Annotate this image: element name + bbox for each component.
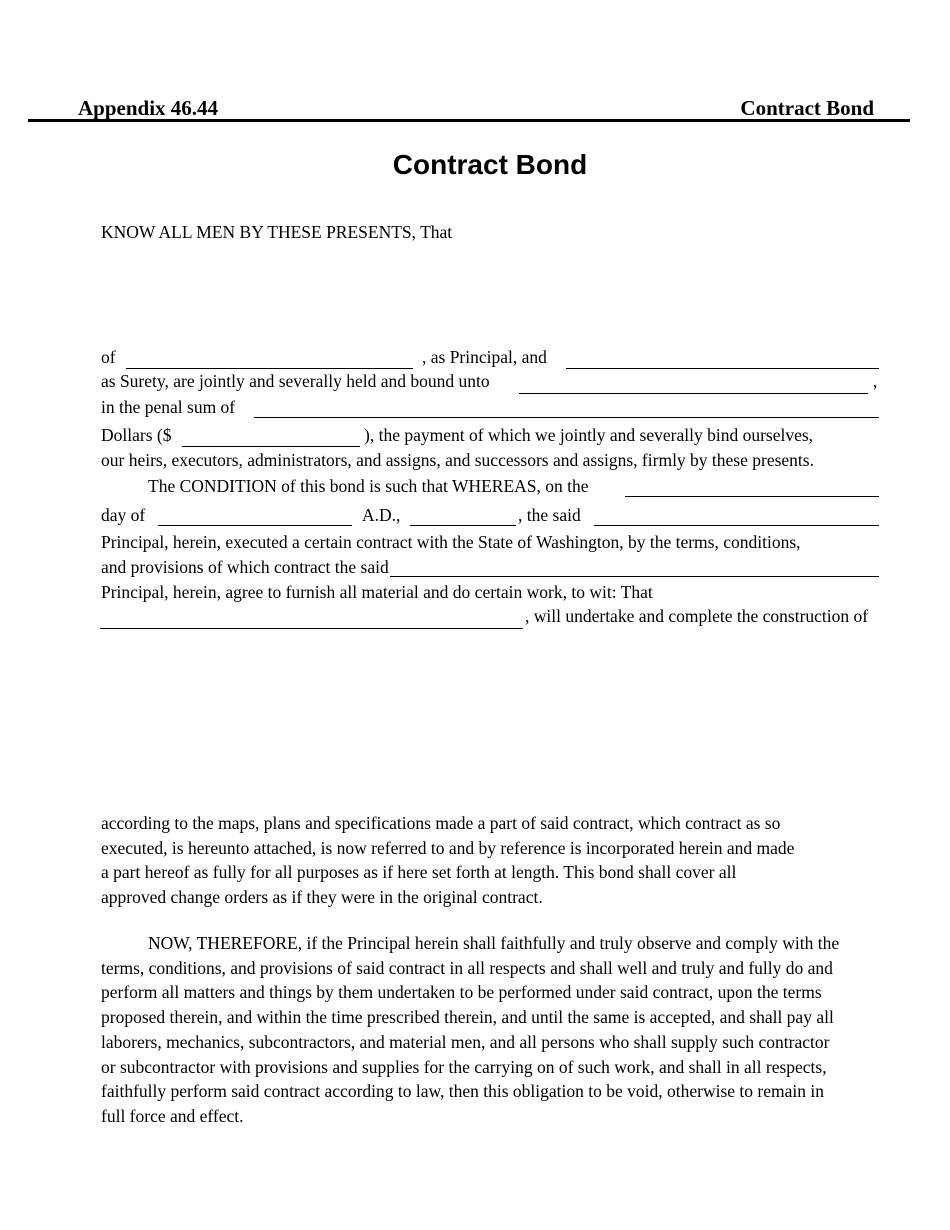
- provisions-text: and provisions of which contract the said: [101, 557, 389, 577]
- as-principal-label: , as Principal, and: [422, 347, 547, 367]
- intro-text: KNOW ALL MEN BY THESE PRESENTS, That: [101, 222, 453, 242]
- agree-text: Principal, herein, agree to furnish all material and do certain work, to wit: That: [101, 582, 653, 602]
- maps-line: a part hereof as fully for all purposes as if here set forth at length. This bond shall cover all: [101, 862, 737, 883]
- now-therefore-line: full force and effect.: [101, 1105, 244, 1126]
- penal-sum-amount-field[interactable]: [182, 446, 360, 447]
- surety-name-field[interactable]: [566, 368, 879, 369]
- obligee-field[interactable]: [519, 393, 868, 394]
- day-of-label: day of: [101, 505, 146, 525]
- month-field[interactable]: [158, 525, 352, 526]
- maps-line: approved change orders as if they were in the original contract.: [101, 887, 543, 908]
- now-therefore-line: NOW, THEREFORE, if the Principal herein shall faithfully and truly observe and comply with the: [148, 933, 840, 953]
- condition-date-field[interactable]: [625, 496, 879, 497]
- undertake-text: , will undertake and complete the construction of: [525, 606, 869, 626]
- year-field[interactable]: [410, 525, 516, 526]
- maps-paragraph: [101, 811, 901, 910]
- the-said-label: , the said: [518, 505, 581, 525]
- now-therefore-paragraph: [101, 931, 901, 1129]
- principal-name-field[interactable]: [594, 525, 879, 526]
- now-therefore-line: or subcontractor with provisions and supplies for the carrying on of such work, and shall in all respects,: [101, 1056, 827, 1077]
- header-rule: [28, 119, 910, 122]
- now-therefore-line: terms, conditions, and provisions of said contract in all respects and shall well and truly and fully do and: [101, 957, 833, 978]
- heirs-text: our heirs, executors, administrators, and assigns, and successors and assigns, firmly by these presents.: [101, 450, 814, 470]
- now-therefore-line: perform all matters and things by them undertaken to be performed under said contract, upon the terms: [101, 982, 822, 1003]
- maps-line: executed, is hereunto attached, is now referred to and by reference is incorporated herein and made: [101, 837, 795, 858]
- principal-executed-text: Principal, herein, executed a certain contract with the State of Washington, by the terms, conditions,: [101, 532, 801, 552]
- now-therefore-line: faithfully perform said contract according to law, then this obligation to be void, otherwise to remain in: [101, 1081, 824, 1102]
- penal-sum-label: in the penal sum of: [101, 397, 236, 417]
- now-therefore-line: proposed therein, and within the time prescribed therein, and until the same is accepted, and shall pay all: [101, 1007, 834, 1028]
- header-document-name: Contract Bond: [740, 96, 874, 120]
- ad-label: A.D.,: [362, 505, 401, 525]
- dollars-label: Dollars ($: [101, 425, 172, 445]
- condition-text: The CONDITION of this bond is such that WHEREAS, on the: [148, 476, 589, 496]
- contractor-name-field[interactable]: [100, 628, 523, 629]
- of-label: of: [101, 347, 116, 367]
- header-appendix-number: Appendix 46.44: [78, 96, 219, 120]
- contract-party-field[interactable]: [390, 576, 879, 577]
- surety-text: as Surety, are jointly and severally held and bound unto: [101, 371, 490, 391]
- comma: ,: [873, 371, 878, 391]
- penal-sum-words-field[interactable]: [254, 417, 879, 418]
- payment-text: ), the payment of which we jointly and severally bind ourselves,: [364, 425, 814, 445]
- principal-address-field[interactable]: [126, 368, 413, 369]
- page-title: Contract Bond: [392, 149, 588, 180]
- now-therefore-line: laborers, mechanics, subcontractors, and material men, and all persons who shall supply such contractor: [101, 1031, 830, 1052]
- maps-line: according to the maps, plans and specifications made a part of said contract, which contract as so: [101, 813, 781, 833]
